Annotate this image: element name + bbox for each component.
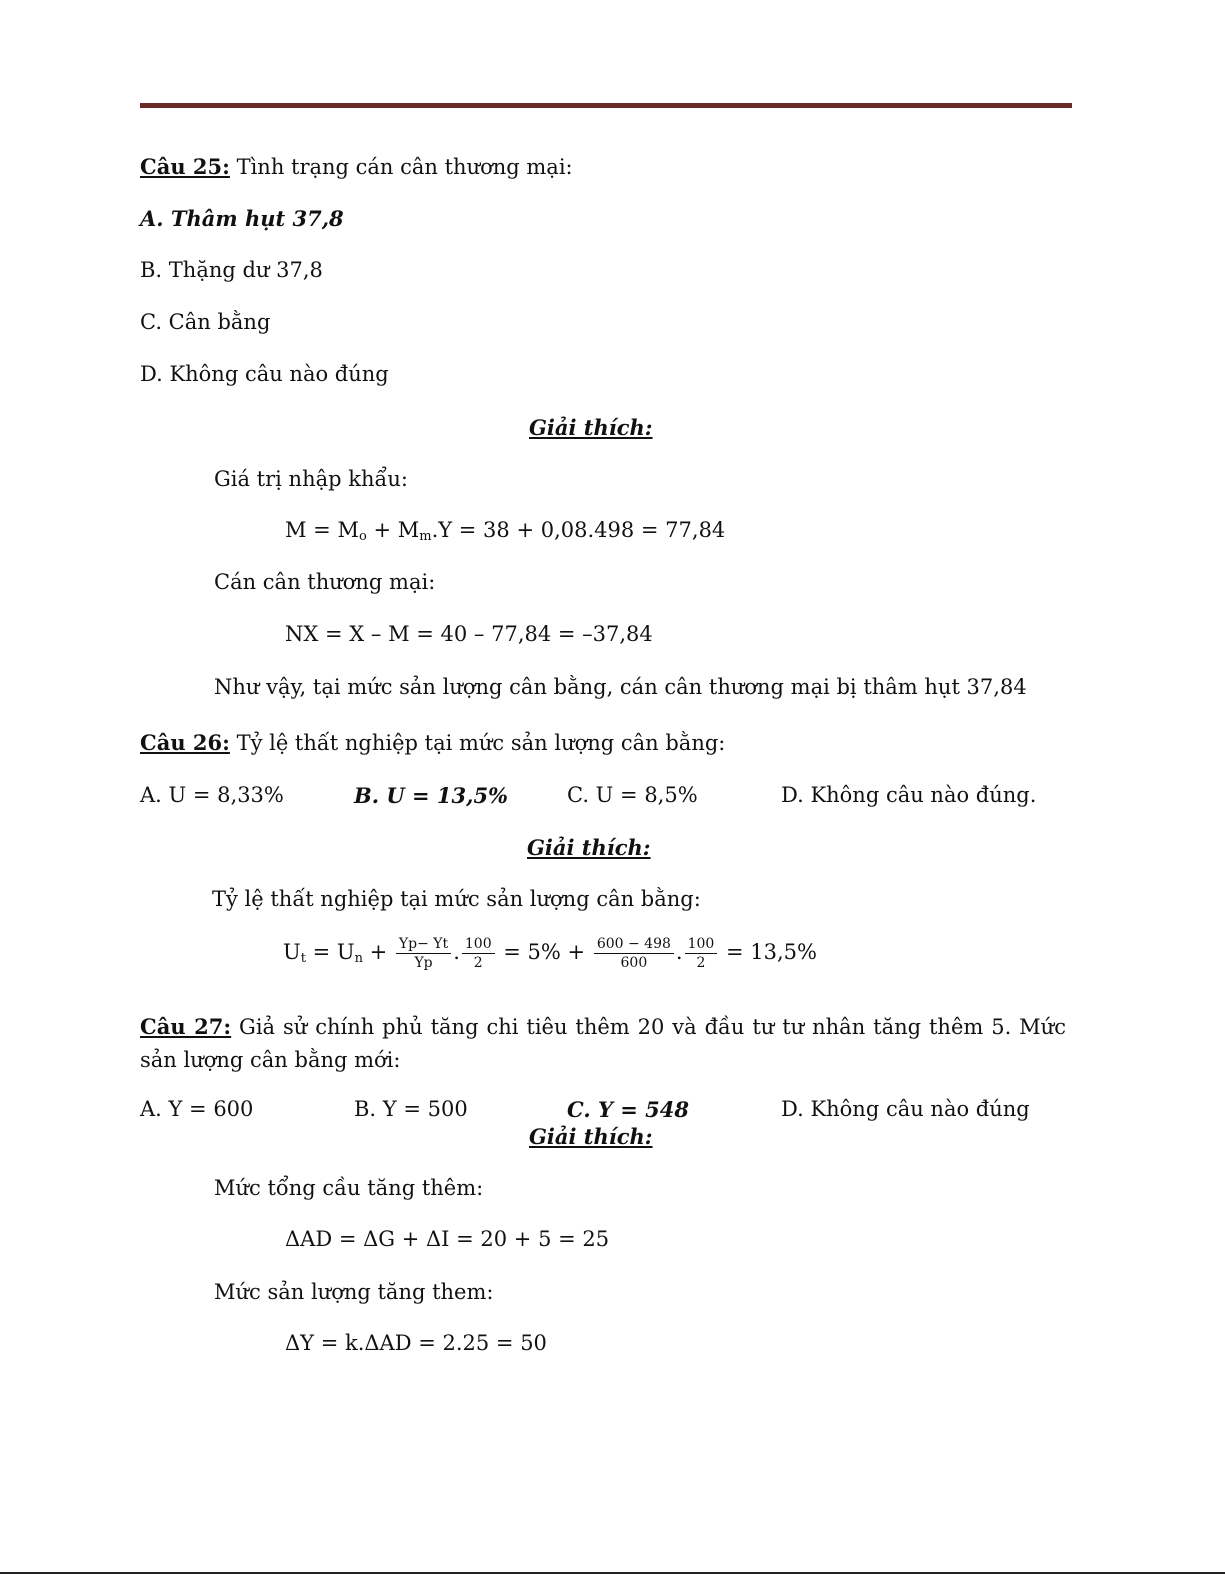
formula-part: + xyxy=(362,940,394,964)
q25-option-c: C. Cân bằng xyxy=(140,310,271,334)
question-25-text: Tình trạng cán cân thương mại: xyxy=(229,155,573,179)
formula-part: . xyxy=(675,940,683,964)
q27-option-d: D. Không câu nào đúng xyxy=(781,1097,1030,1121)
fraction-numerator: Yp− Yt xyxy=(396,935,451,954)
formula-part: .Y = 38 + 0,08.498 = 77,84 xyxy=(431,518,726,542)
question-26-text: Tỷ lệ thất nghiệp tại mức sản lượng cân bằng: xyxy=(229,731,726,755)
q25-option-d: D. Không câu nào đúng xyxy=(140,362,389,386)
formula-subscript: t xyxy=(300,951,306,966)
formula-subscript: n xyxy=(354,951,363,966)
q26-option-c: C. U = 8,5% xyxy=(567,783,698,807)
question-27-label: Câu 27: xyxy=(140,1014,232,1039)
q25-balance-formula: NX = X – M = 40 – 77,84 = –37,84 xyxy=(285,622,653,646)
q27-option-c: C. Y = 548 xyxy=(567,1097,690,1122)
q27-y-formula: ΔY = k.ΔAD = 2.25 = 50 xyxy=(285,1331,547,1355)
q25-balance-label: Cán cân thương mại: xyxy=(214,570,436,594)
q27-ad-formula: ΔAD = ΔG + ΔI = 20 + 5 = 25 xyxy=(285,1227,610,1251)
fraction xyxy=(396,935,451,972)
q25-import-formula xyxy=(285,518,725,544)
fraction xyxy=(594,935,674,972)
q26-explain-label: Tỷ lệ thất nghiệp tại mức sản lượng cân bằng: xyxy=(212,887,701,911)
q26-option-d: D. Không câu nào đúng. xyxy=(781,783,1037,807)
fraction-numerator: 100 xyxy=(685,935,718,954)
question-26-label: Câu 26: xyxy=(140,730,230,755)
q27-option-a: A. Y = 600 xyxy=(140,1097,254,1121)
question-27 xyxy=(140,1010,1066,1077)
formula-part: = 5% + xyxy=(496,940,592,964)
formula-part: U xyxy=(283,940,301,964)
fraction xyxy=(685,935,718,972)
header-rule xyxy=(140,103,1072,108)
fraction-denominator: Yp xyxy=(414,955,433,971)
q25-option-a: A. Thâm hụt 37,8 xyxy=(140,206,344,231)
q26-explanation-title: Giải thích: xyxy=(527,835,651,860)
q26-option-a: A. U = 8,33% xyxy=(140,783,284,807)
q27-ad-label: Mức tổng cầu tăng thêm: xyxy=(214,1176,484,1200)
q25-import-label: Giá trị nhập khẩu: xyxy=(214,467,408,491)
fraction-denominator: 2 xyxy=(696,955,706,971)
footer-rule xyxy=(0,1572,1225,1574)
q27-explanation-title: Giải thích: xyxy=(529,1124,653,1149)
question-25 xyxy=(140,154,573,179)
fraction-denominator: 2 xyxy=(473,955,483,971)
formula-part: = U xyxy=(305,940,355,964)
fraction xyxy=(462,935,495,972)
q26-formula xyxy=(283,935,817,972)
formula-subscript: o xyxy=(358,529,367,544)
fraction-numerator: 600 − 498 xyxy=(594,935,674,954)
formula-subscript: m xyxy=(419,529,432,544)
question-27-text: Giả sử chính phủ tăng chi tiêu thêm 20 và đầu tư tư nhân tăng thêm 5. Mức sản lượng cân bằng mới: xyxy=(140,1015,1066,1072)
q27-y-label: Mức sản lượng tăng them: xyxy=(214,1280,494,1304)
formula-part: + M xyxy=(366,518,420,542)
fraction-denominator: 600 xyxy=(620,955,648,971)
question-26 xyxy=(140,730,725,755)
q26-option-b: B. U = 13,5% xyxy=(354,783,509,808)
q25-conclusion: Như vậy, tại mức sản lượng cân bằng, cán cân thương mại bị thâm hụt 37,84 xyxy=(214,675,1027,699)
formula-part: . xyxy=(453,940,460,964)
question-25-label: Câu 25: xyxy=(140,154,230,179)
formula-part: M = M xyxy=(285,518,359,542)
formula-part: = 13,5% xyxy=(719,940,817,964)
q25-explanation-title: Giải thích: xyxy=(529,415,653,440)
q25-option-b: B. Thặng dư 37,8 xyxy=(140,258,323,282)
q27-option-b: B. Y = 500 xyxy=(354,1097,468,1121)
fraction-numerator: 100 xyxy=(462,935,495,954)
